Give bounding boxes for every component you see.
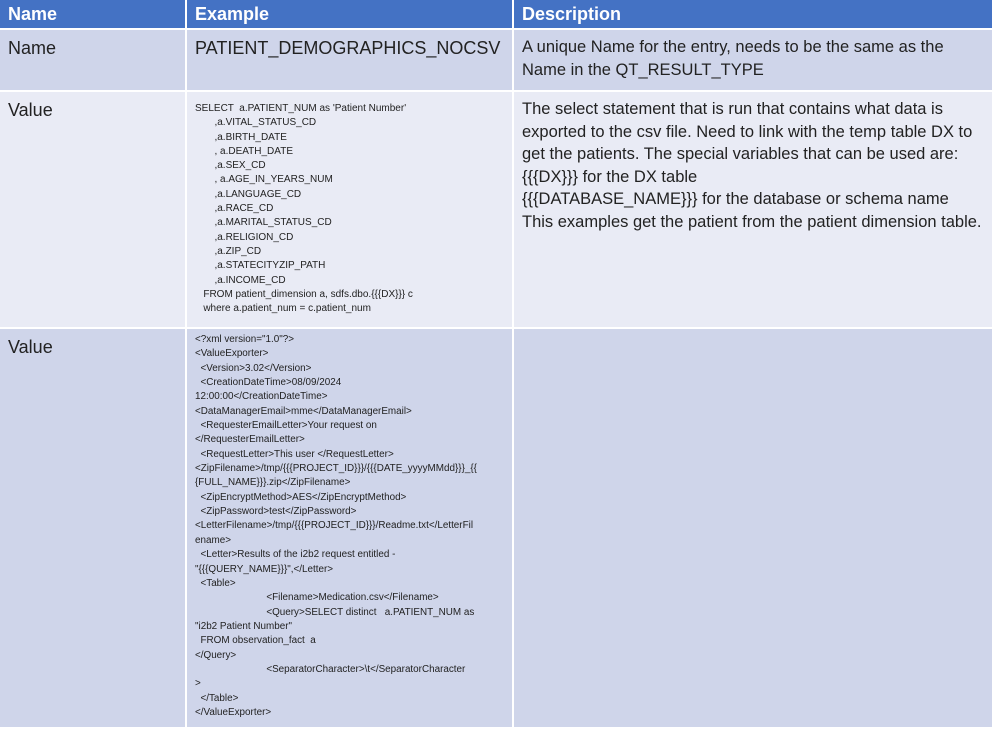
example-text: PATIENT_DEMOGRAPHICS_NOCSV	[195, 38, 501, 58]
row-label: Name	[8, 38, 57, 58]
header-name: Name	[0, 0, 186, 29]
sql-example-code: SELECT a.PATIENT_NUM as 'Patient Number' ,a.VITAL_STATUS_CD ,a.BIRTH_DATE , a.DEATH_DATE ,a.SEX_CD , a.AGE_IN_YEARS_NUM ,a.LANGUAGE_CD ,a.RACE_CD ,a.MARITAL_STATUS_CD ,a.RELIGION_CD ,a.ZIP_CD ,a.STATECITYZIP_PATH ,a.INCOME_CD FROM patient_dimension a, sdfs.dbo.{{{DX}}} c where a.patient_num = c.patient_num	[195, 103, 413, 315]
header-example: Example	[186, 0, 513, 29]
table-row-sql-value	[0, 91, 993, 328]
description-cell	[513, 29, 993, 91]
example-cell	[186, 91, 513, 328]
row-label-cell	[0, 91, 186, 328]
description-text: The select statement that is run that contains what data is exported to the csv file. Need to link with the temp table DX to get the patients. The special variables that can be used are: {{{DX}}} for the DX table {{{DATABASE_NAME}}} for the database or schema name This examples get the patient from the patient dimension table.	[522, 100, 982, 231]
row-label-cell	[0, 29, 186, 91]
example-cell	[186, 328, 513, 728]
row-label-cell	[0, 328, 186, 728]
example-cell	[186, 29, 513, 91]
description-text	[514, 329, 992, 341]
row-label: Value	[8, 100, 53, 120]
description-text: A unique Name for the entry, needs to be the same as the Name in the QT_RESULT_TYPE	[522, 38, 944, 79]
table-row-xml-value	[0, 328, 993, 728]
xml-example-code: <?xml version="1.0"?> <ValueExporter> <Version>3.02</Version> <CreationDateTime>08/09/2024 12:00:00</CreationDateTime> <DataManagerEmail>mme</DataManagerEmail> <RequesterEmailLetter>Your request on </RequesterEmailLetter> <RequestLetter>This user </RequestLetter> <ZipFilename>/tmp/{{{PROJECT_ID}}}/{{{DATE_yyyyMMdd}}}_{{ {FULL_NAME}}}.zip</ZipFilename> <ZipEncryptMethod>AES</ZipEncryptMethod> <ZipPassword>test</ZipPassword> <LetterFilename>/tmp/{{{PROJECT_ID}}}/Readme.txt</LetterFil ename> <Letter>Results of the i2b2 request entitled - "{{{QUERY_NAME}}}",</Letter> <Table> <Filename>Medication.csv</Filename> <Query>SELECT distinct a.PATIENT_NUM as "i2b2 Patient Number" FROM observation_fact a </Query> <SeparatorCharacter>\t</SeparatorCharacter > </Table> </ValueExporter>	[195, 334, 477, 718]
table-row-name	[0, 29, 993, 91]
description-cell	[513, 91, 993, 328]
header-row	[0, 0, 993, 29]
header-description: Description	[513, 0, 993, 29]
description-cell	[513, 328, 993, 728]
row-label: Value	[8, 337, 53, 357]
